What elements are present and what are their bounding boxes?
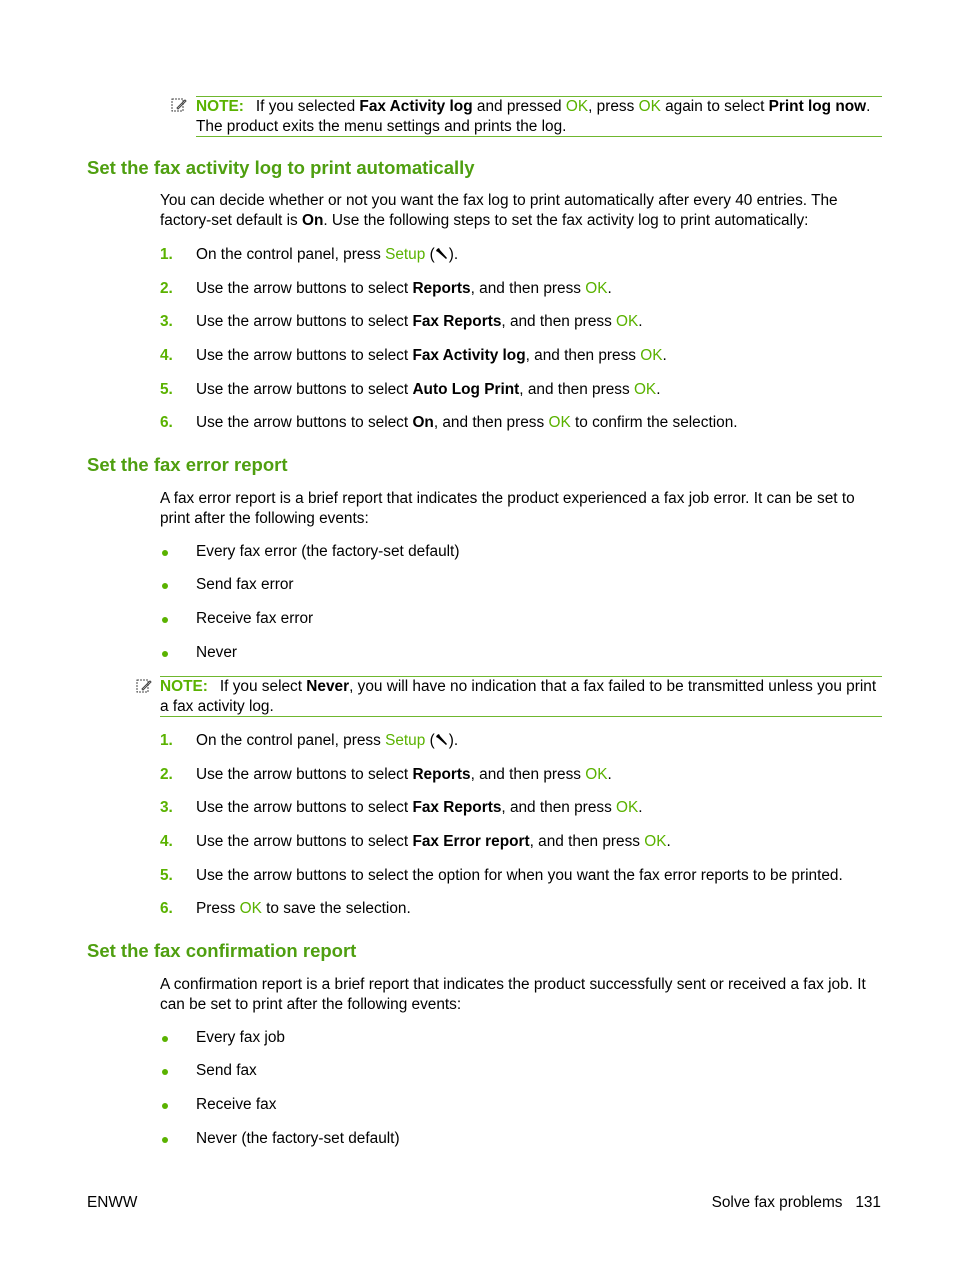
step-number: 5. <box>160 381 173 398</box>
footer-left: ENWW <box>87 1194 138 1211</box>
section-intro: A confirmation report is a brief report that indicates the product successfully sent or received a fax job. It can be set to print after the following events: <box>160 976 866 1013</box>
step-item: On the control panel, press Setup ( ). <box>196 732 459 749</box>
step-item: Use the arrow buttons to select Fax Reports, and then press OK. <box>196 313 643 330</box>
list-item: Never (the factory-set default) <box>196 1130 400 1147</box>
section-heading: Set the fax confirmation report <box>87 940 357 961</box>
list-item: Receive fax error <box>196 610 314 627</box>
step-item: Use the arrow buttons to select On, and then press OK to confirm the selection. <box>196 414 738 431</box>
step-number: 2. <box>160 766 173 783</box>
footer-section-title: Solve fax problems <box>711 1194 843 1211</box>
step-number: 6. <box>160 414 173 431</box>
note-box: NOTE: If you selected Fax Activity log and pressed OK, press OK again to select Print log now. The product exits the menu settings and prints the log. <box>196 96 882 137</box>
note-label: NOTE: <box>160 678 208 695</box>
list-item: Never <box>196 644 238 661</box>
bullet-icon <box>162 1103 168 1109</box>
step-item: On the control panel, press Setup ( ). <box>196 246 459 263</box>
footer-right <box>712 1193 881 1213</box>
step-number: 3. <box>160 313 173 330</box>
step-number: 4. <box>160 347 173 364</box>
list-item: Send fax <box>196 1062 257 1079</box>
step-item: Use the arrow buttons to select Fax Error report, and then press OK. <box>196 833 671 850</box>
step-item: Use the arrow buttons to select Fax Activity log, and then press OK. <box>196 347 667 364</box>
section-heading: Set the fax activity log to print automatically <box>87 157 475 178</box>
list-item: Every fax job <box>196 1029 285 1046</box>
wrench-icon <box>435 733 449 747</box>
bullet-icon <box>162 1137 168 1143</box>
note-box: NOTE: If you select Never, you will have no indication that a fax failed to be transmitted unless you print a fax activity log. <box>160 676 882 717</box>
step-item: Use the arrow buttons to select Auto Log Print, and then press OK. <box>196 381 661 398</box>
step-item: Use the arrow buttons to select the option for when you want the fax error reports to be printed. <box>196 867 843 884</box>
step-item: Use the arrow buttons to select Reports, and then press OK. <box>196 766 612 783</box>
bullet-icon <box>162 1069 168 1075</box>
bullet-icon <box>162 617 168 623</box>
note-pencil-icon <box>136 678 152 693</box>
step-number: 4. <box>160 833 173 850</box>
step-number: 6. <box>160 900 173 917</box>
step-number: 5. <box>160 867 173 884</box>
section-intro: You can decide whether or not you want the fax log to print automatically after every 40 entries. The factory-set default is On. Use the following steps to set the fax activity log to print automatically: <box>160 192 838 229</box>
section-intro: A fax error report is a brief report that indicates the product experienced a fax job error. It can be set to print after the following events: <box>160 490 855 527</box>
list-item: Every fax error (the factory-set default) <box>196 543 460 560</box>
step-item: Use the arrow buttons to select Reports, and then press OK. <box>196 280 612 297</box>
list-item: Send fax error <box>196 576 294 593</box>
bullet-icon <box>162 1036 168 1042</box>
step-item: Use the arrow buttons to select Fax Reports, and then press OK. <box>196 799 643 816</box>
step-number: 2. <box>160 280 173 297</box>
note-label: NOTE: <box>196 98 244 115</box>
step-item: Press OK to save the selection. <box>196 900 411 917</box>
list-item: Receive fax <box>196 1096 277 1113</box>
bullet-icon <box>162 583 168 589</box>
note-pencil-icon <box>171 97 187 112</box>
step-number: 3. <box>160 799 173 816</box>
bullet-icon <box>162 550 168 556</box>
wrench-icon <box>435 247 449 261</box>
section-heading: Set the fax error report <box>87 454 288 475</box>
step-number: 1. <box>160 732 173 749</box>
step-number: 1. <box>160 246 173 263</box>
bullet-icon <box>162 651 168 657</box>
page-number: 131 <box>855 1194 881 1211</box>
